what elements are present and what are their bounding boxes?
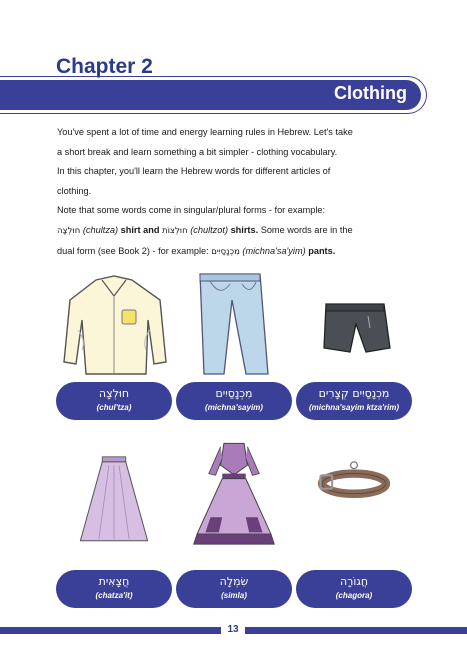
- english-word: pants.: [305, 245, 336, 256]
- hebrew-word: חוּלְצוֹת: [162, 225, 188, 236]
- translit: (chultzot): [190, 224, 229, 235]
- translit: (michna'sa'yim): [242, 245, 306, 256]
- vocab-label: [56, 382, 172, 420]
- vocab-translit: (michna'sayim ktza'rim): [308, 403, 400, 412]
- english-word: shirt and: [118, 224, 162, 235]
- intro-line: You've spent a lot of time and energy learning rules in Hebrew. Let's take: [57, 127, 353, 137]
- section-title: Clothing: [334, 83, 407, 103]
- vocab-translit: (chul'tza): [96, 403, 132, 412]
- skirt-icon: [56, 440, 172, 545]
- translit: (chultza): [82, 224, 119, 235]
- intro-text-tail: Some words are in the: [258, 224, 353, 235]
- vocab-hebrew: מִכְנָסַיִים קְצָרִים: [318, 387, 390, 400]
- vocab-hebrew: שִׂמְלָה: [219, 575, 249, 588]
- intro-line: Note that some words come in singular/plural forms - for example:: [57, 205, 326, 216]
- intro-text: [57, 123, 417, 262]
- vocab-label: [56, 570, 172, 608]
- shirt-icon: [56, 270, 172, 375]
- vocab-label: [176, 570, 292, 608]
- vocab-hebrew: חֲגוֹרָה: [339, 575, 369, 588]
- shorts-icon: [296, 270, 412, 375]
- belt-icon: [296, 440, 412, 545]
- page-number: 13: [221, 623, 245, 637]
- dress-icon: [176, 440, 292, 545]
- vocab-hebrew: מִכְנָסַיִים: [215, 387, 253, 400]
- vocab-translit: (chagora): [335, 591, 373, 600]
- intro-line: clothing.: [57, 185, 92, 196]
- pants-icon: [176, 270, 292, 375]
- intro-text-start: dual form (see Book 2) - for example:: [57, 245, 212, 256]
- intro-line: In this chapter, you'll learn the Hebrew words for different articles of: [57, 166, 331, 177]
- intro-line: [57, 242, 417, 263]
- vocab-label: [296, 570, 412, 608]
- english-word: shirts.: [228, 224, 259, 235]
- vocab-translit: (chatza'it): [95, 591, 133, 600]
- hebrew-word: חוּלְצָה: [57, 225, 81, 236]
- vocab-label: [296, 382, 412, 420]
- vocab-hebrew: חוּלְצָה: [98, 387, 130, 400]
- hebrew-word: מִכְנָסַיִים: [211, 246, 240, 257]
- intro-line: [57, 221, 417, 242]
- vocab-translit: (michna'sayim): [205, 403, 263, 412]
- vocab-label: [176, 382, 292, 420]
- vocab-translit: (simla): [221, 591, 247, 600]
- intro-line: a short break and learn something a bit simpler - clothing vocabulary.: [57, 146, 338, 157]
- chapter-title: Chapter 2: [56, 55, 153, 78]
- vocab-hebrew: חֲצָאִית: [98, 575, 130, 588]
